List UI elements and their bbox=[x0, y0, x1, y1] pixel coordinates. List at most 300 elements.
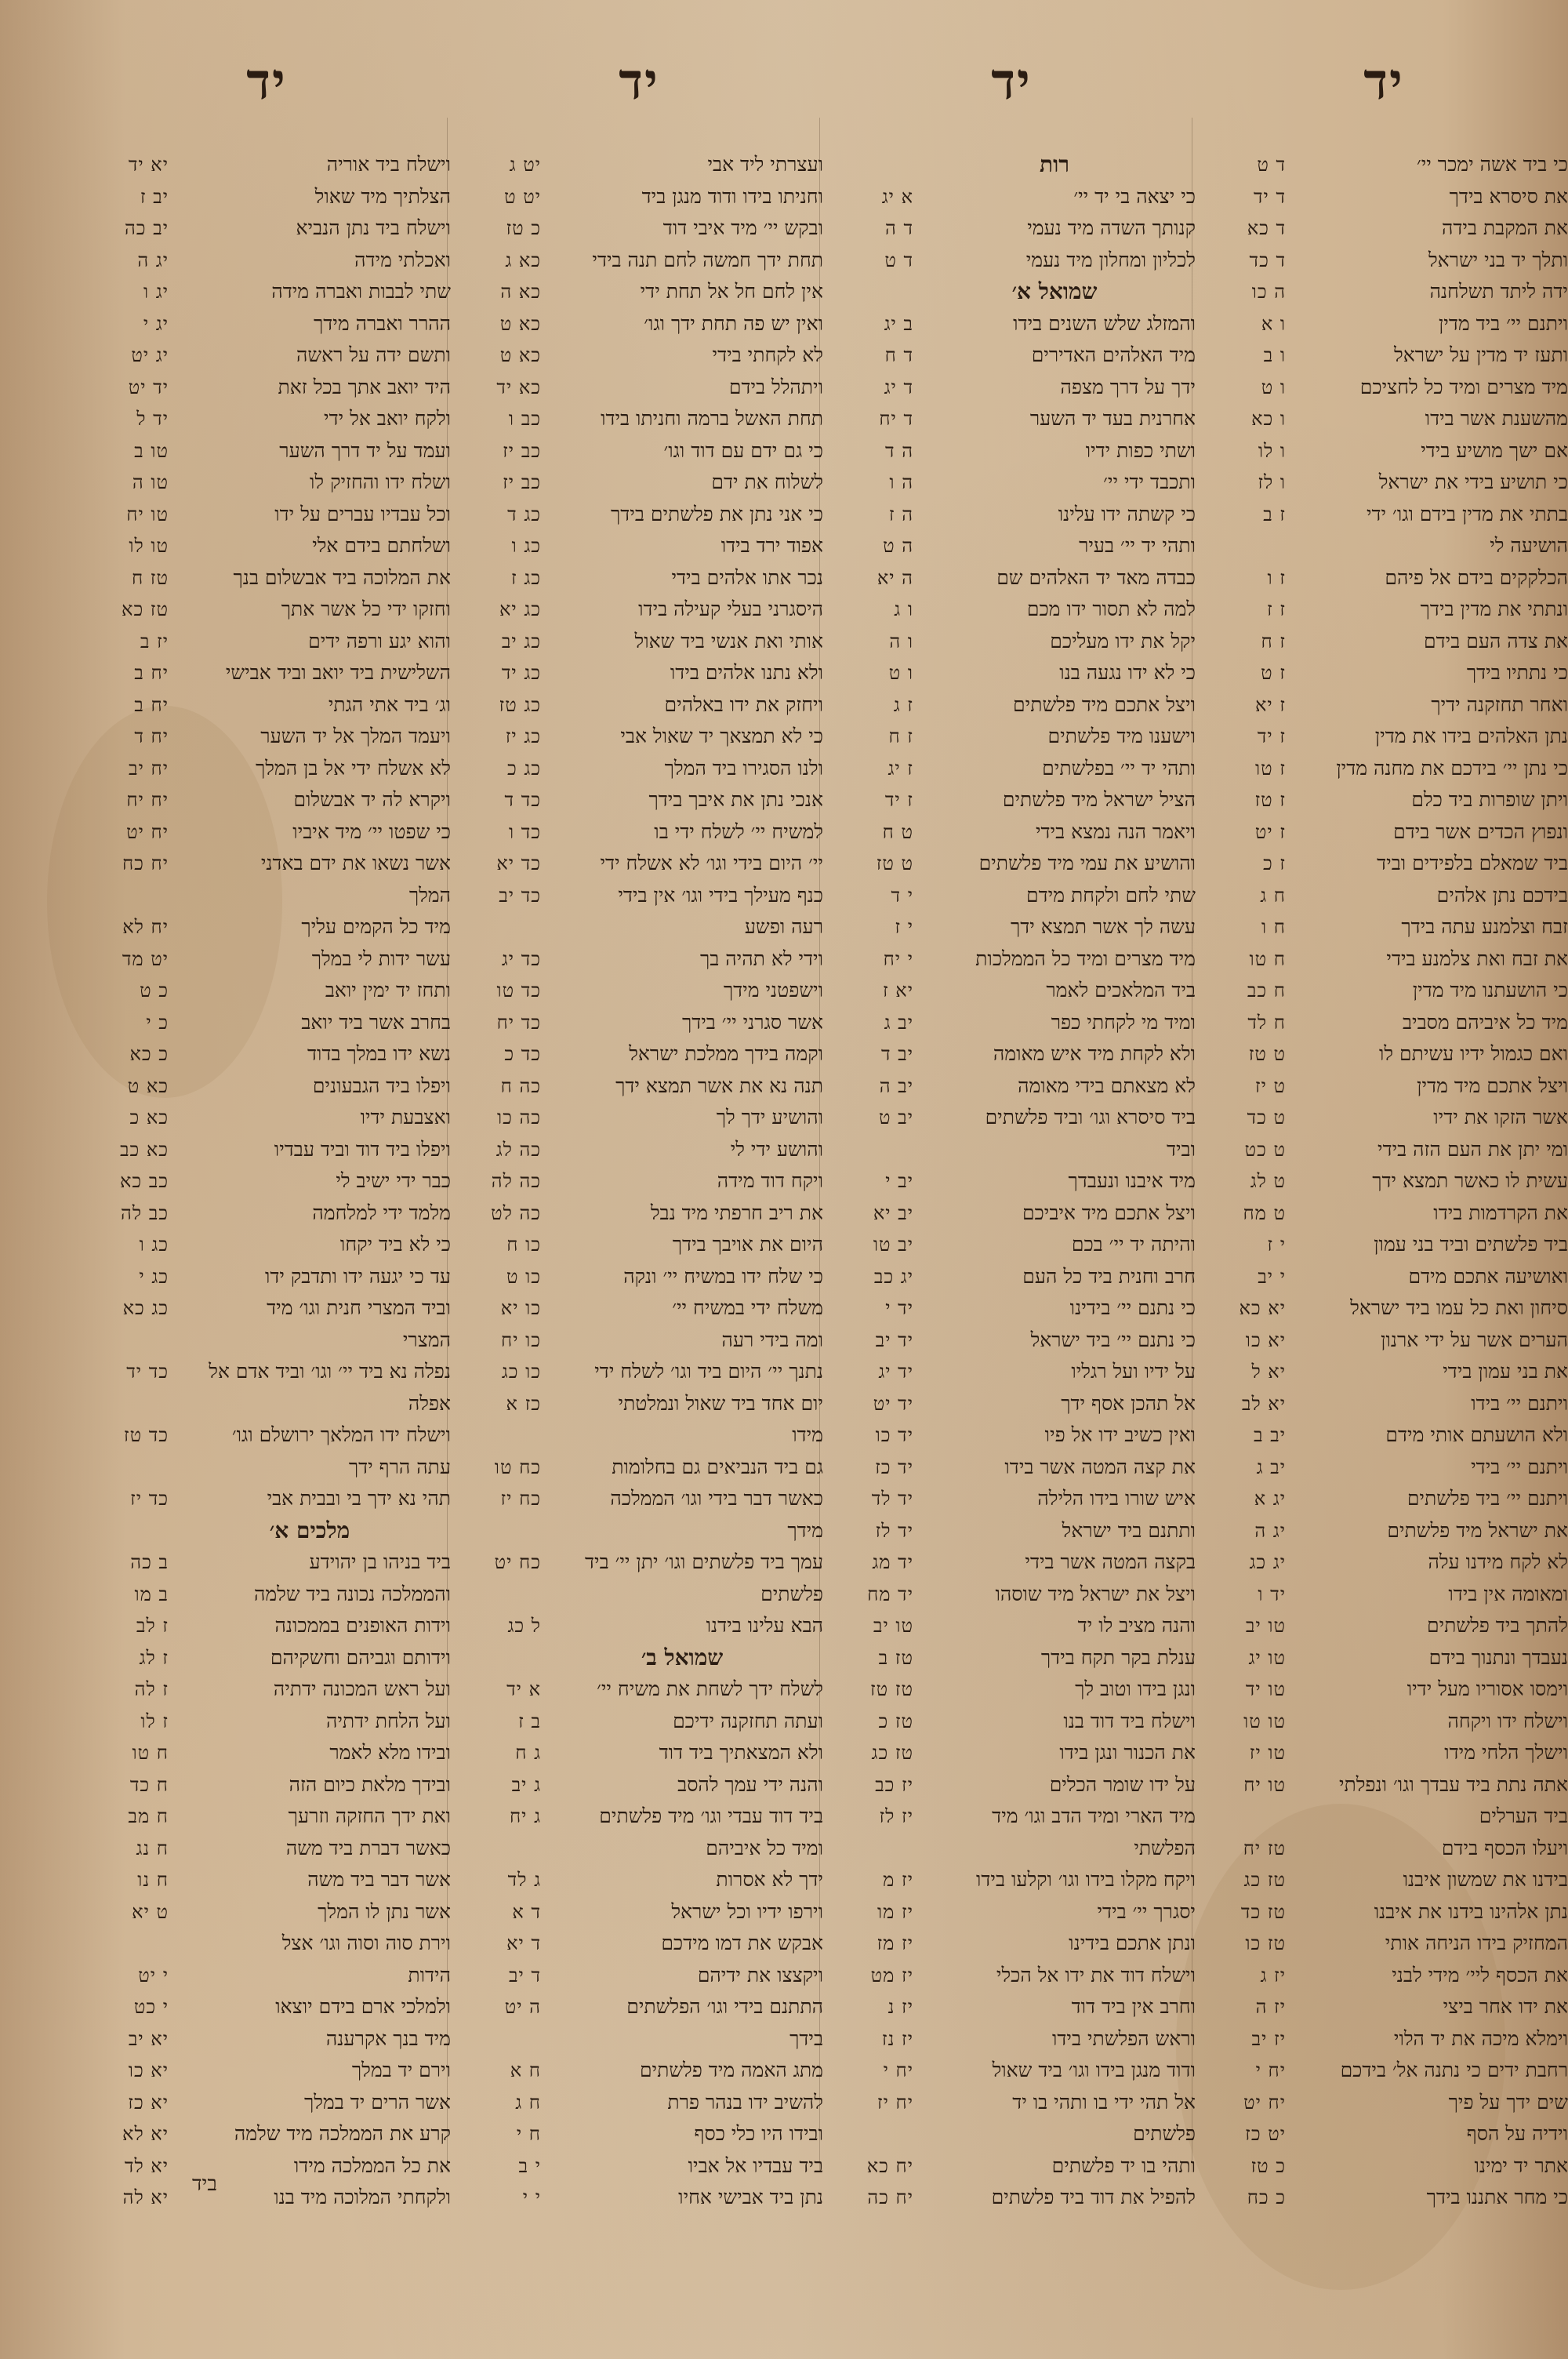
verse-reference: ט לג bbox=[1250, 1170, 1286, 1192]
verse-reference: יז ג bbox=[1260, 1964, 1286, 1986]
verse-reference: י י bbox=[522, 2186, 541, 2208]
entry-text: וראש הפלשתי בידו bbox=[1052, 2026, 1196, 2050]
entry-text: היסגרני בעלי קעילה בידו bbox=[638, 598, 823, 620]
concordance-entry bbox=[455, 1165, 823, 1198]
entry-text: מלמד ידי למלחמה bbox=[312, 1201, 451, 1224]
verse-reference: כג יד bbox=[501, 662, 541, 684]
concordance-entry bbox=[827, 2055, 1196, 2087]
concordance-entry bbox=[82, 848, 451, 880]
concordance-entry bbox=[82, 181, 451, 213]
concordance-entry bbox=[1200, 276, 1568, 308]
concordance-entry bbox=[1200, 1960, 1568, 1992]
concordance-entry bbox=[1200, 1737, 1568, 1769]
entry-text: ונגן בידו וטוב לך bbox=[1075, 1677, 1196, 1700]
concordance-entry bbox=[1200, 1102, 1568, 1134]
entry-text: ובידו מלא לאמר bbox=[329, 1741, 451, 1764]
concordance-entry bbox=[827, 1769, 1196, 1801]
entry-text: ואחר תחזקנה ידיך bbox=[1431, 692, 1568, 716]
entry-text: ויעלו הכסף בידם bbox=[1441, 1836, 1568, 1859]
verse-reference: טז כג bbox=[871, 1742, 913, 1764]
entry-text: וישלח ביד דוד בנו bbox=[1063, 1709, 1196, 1732]
verse-reference: ב ז bbox=[518, 1710, 541, 1732]
verse-reference: יג ה bbox=[137, 249, 169, 271]
verse-reference: כה לט bbox=[491, 1201, 541, 1224]
entry-text: וישלח ביד אוריה bbox=[326, 153, 451, 176]
entry-text: כי לא תמצאך יד שאול אבי bbox=[620, 725, 823, 747]
verse-reference: יב ג bbox=[884, 1011, 913, 1034]
entry-text: ידך לא אסרות bbox=[716, 1868, 823, 1891]
entry-text: וחזקו ידי כל אשר אתך bbox=[281, 598, 451, 620]
concordance-entry bbox=[455, 1769, 823, 1801]
verse-reference: טו ב bbox=[134, 439, 169, 462]
concordance-entry bbox=[82, 880, 451, 912]
concordance-entry bbox=[827, 784, 1196, 816]
concordance-entry bbox=[1200, 1198, 1568, 1230]
verse-reference: ז ח bbox=[888, 725, 913, 747]
concordance-entry bbox=[1200, 848, 1568, 880]
entry-text: להשיב ידו בנהר פרת bbox=[667, 2090, 823, 2114]
concordance-entry bbox=[827, 1419, 1196, 1452]
concordance-entry bbox=[455, 1674, 823, 1706]
entry-text: וביד bbox=[1166, 1137, 1196, 1161]
entry-text: השלישית ביד יואב וביד אבישי bbox=[225, 661, 451, 684]
entry-text: ושלח ידו והחזיק לו bbox=[310, 471, 451, 493]
verse-reference: י ז bbox=[1267, 1234, 1286, 1256]
entry-text: את ישראל מיד פלשתים bbox=[1387, 1518, 1568, 1542]
entry-text: כי נתנם יי׳ ביד ישראל bbox=[1030, 1328, 1196, 1351]
entry-text: ואם כגמול ידיו עשיתם לו bbox=[1378, 1042, 1568, 1065]
verse-reference: יז כב bbox=[875, 1773, 913, 1796]
verse-reference: ח כב bbox=[1247, 980, 1286, 1001]
verse-reference: ד יח bbox=[879, 408, 913, 430]
verse-reference: ד ט bbox=[1257, 154, 1286, 176]
concordance-entry bbox=[82, 594, 451, 626]
concordance-entry bbox=[82, 1356, 451, 1388]
verse-reference: יח יט bbox=[1243, 2091, 1286, 2114]
entry-text: ועתה תחזקנה ידיכם bbox=[673, 1709, 823, 1732]
concordance-entry bbox=[827, 1706, 1196, 1738]
entry-text: אתה נתת ביד עבדך וגו׳ ונפלתי bbox=[1338, 1772, 1568, 1796]
concordance-entry bbox=[827, 848, 1196, 880]
concordance-entry bbox=[1200, 1356, 1568, 1388]
concordance-entry bbox=[455, 1198, 823, 1230]
entry-text: לשלח ידך לשחת את משיח יי׳ bbox=[597, 1677, 823, 1700]
verse-reference: כג יב bbox=[501, 630, 541, 652]
concordance-entry bbox=[455, 880, 823, 912]
entry-text: והממלכה נכונה ביד שלמה bbox=[253, 1582, 451, 1605]
verse-reference: כא יד bbox=[496, 376, 541, 398]
verse-reference: כג ו bbox=[511, 535, 541, 557]
entry-text: מיד מצרים ומיד כל הממלכות bbox=[975, 947, 1196, 970]
entry-text: כבדה מאד יד האלהים שם bbox=[996, 565, 1196, 589]
verse-reference: ד יא bbox=[506, 1932, 541, 1954]
concordance-entry bbox=[455, 467, 823, 499]
entry-text: ותתנם ביד ישראל bbox=[1062, 1518, 1196, 1542]
entry-text: לא אשלח ידי אל בן המלך bbox=[255, 756, 451, 780]
concordance-entry bbox=[455, 2023, 823, 2055]
entry-text: גם ביד הנביאים גם בחלומות bbox=[612, 1455, 823, 1478]
entry-text: כי מחר אתננו בידך bbox=[1426, 2186, 1568, 2208]
concordance-entry bbox=[1200, 308, 1568, 340]
concordance-entry bbox=[455, 1483, 823, 1515]
verse-reference: יא כו bbox=[1245, 1329, 1286, 1351]
entry-text: וישלח דוד את ידו אל הכלי bbox=[996, 1963, 1196, 1986]
concordance-entry bbox=[1200, 753, 1568, 785]
verse-reference: ד ה bbox=[885, 217, 913, 239]
verse-reference: טו יג bbox=[1248, 1646, 1286, 1669]
entry-text: יקל את ידו מעליכם bbox=[1050, 629, 1196, 652]
verse-reference: י יט bbox=[138, 1964, 169, 1986]
entry-text: אפוד ירד בידו bbox=[720, 534, 823, 557]
verse-reference: כא כ bbox=[129, 1107, 169, 1129]
concordance-entry bbox=[82, 372, 451, 404]
entry-text: כי נתנם יי׳ בידינו bbox=[1069, 1296, 1196, 1319]
entry-text: מיד הארי ומיד הדב וגו׳ מיד bbox=[992, 1805, 1196, 1827]
verse-reference: ז לב bbox=[136, 1615, 169, 1637]
entry-text: וירם יד במלך bbox=[351, 2059, 451, 2081]
entry-text: וחרב אין ביד דוד bbox=[1071, 1995, 1196, 2018]
concordance-entry bbox=[1200, 594, 1568, 626]
entry-text: את קצה המטה אשר בידו bbox=[1004, 1455, 1196, 1478]
entry-text: רחבת ידים כי נתנה אל׳ בידכם bbox=[1340, 2059, 1568, 2081]
verse-reference: טז כד bbox=[1240, 1900, 1286, 1923]
entry-text: מיד כל איביהם מסביב bbox=[1403, 1010, 1568, 1034]
entry-text: ותהי בו יד פלשתים bbox=[1051, 2154, 1196, 2177]
verse-reference: יב י bbox=[885, 1170, 913, 1192]
concordance-entry bbox=[1200, 499, 1568, 531]
concordance-entry bbox=[82, 1801, 451, 1833]
concordance-entry bbox=[455, 245, 823, 277]
concordance-entry bbox=[827, 213, 1196, 245]
entry-text: מיד בנך אקרענה bbox=[325, 2026, 451, 2050]
concordance-entry bbox=[455, 435, 823, 467]
concordance-entry bbox=[455, 2118, 823, 2150]
concordance-entry bbox=[455, 1070, 823, 1103]
entry-text: ונתתי את מדין בידך bbox=[1420, 598, 1568, 620]
entry-text: תחת האשל ברמה וחניתו בידו bbox=[601, 407, 823, 430]
concordance-entry bbox=[82, 943, 451, 976]
concordance-entry bbox=[827, 880, 1196, 912]
verse-reference: ט יא bbox=[132, 1900, 169, 1923]
entry-text: בידך bbox=[789, 2026, 823, 2050]
verse-reference: ח א bbox=[510, 2059, 541, 2081]
concordance-entry bbox=[1200, 689, 1568, 722]
entry-text: ובקש יי׳ מיד איבי דוד bbox=[662, 216, 823, 239]
entry-text: אשר הזקו את ידיו bbox=[1433, 1106, 1568, 1129]
concordance-entry bbox=[455, 308, 823, 340]
entry-text: אשר נתן לו המלך bbox=[318, 1899, 451, 1923]
entry-text: נתנך יי׳ היום ביד וגו׳ לשלח ידי bbox=[594, 1360, 823, 1383]
verse-reference: ט טז bbox=[876, 852, 913, 874]
concordance-entry bbox=[82, 1007, 451, 1039]
verse-reference: יח ב bbox=[134, 693, 169, 716]
verse-reference: כו ח bbox=[506, 1234, 541, 1256]
verse-reference: ז ח bbox=[1261, 630, 1286, 652]
verse-reference: יח יב bbox=[129, 757, 169, 780]
verse-reference: טו יח bbox=[1243, 1773, 1286, 1796]
concordance-entry bbox=[82, 1896, 451, 1928]
concordance-entry bbox=[82, 721, 451, 753]
concordance-entry bbox=[827, 1388, 1196, 1420]
entry-text: ולקחתי המלוכה מיד בנו bbox=[274, 2186, 451, 2208]
concordance-entry bbox=[827, 403, 1196, 435]
concordance-entry bbox=[455, 626, 823, 658]
entry-text: את הכנור ונגן בידו bbox=[1059, 1741, 1196, 1764]
concordance-entry bbox=[455, 1229, 823, 1261]
verse-reference: טו יד bbox=[1245, 1678, 1286, 1700]
entry-text: ובידו היו כלי כסף bbox=[694, 2122, 823, 2145]
verse-reference: יא לב bbox=[1241, 1392, 1286, 1415]
concordance-entry bbox=[82, 1102, 451, 1134]
entry-text: וידות האופנים בממכונה bbox=[274, 1614, 451, 1637]
concordance-entry bbox=[82, 911, 451, 943]
verse-reference: ז כ bbox=[1262, 852, 1286, 874]
verse-reference: יב ג bbox=[1256, 1456, 1286, 1478]
entry-text: תהי נא ידך בי ובבית אבי bbox=[267, 1487, 451, 1510]
concordance-entry bbox=[82, 1483, 451, 1515]
concordance-entry bbox=[82, 1928, 451, 1960]
entry-text: מתג האמה מיד פלשתים bbox=[639, 2059, 823, 2081]
entry-text: תנה נא את אשר תמצא ידך bbox=[615, 1074, 823, 1097]
entry-text: על ידו שומר הכלים bbox=[1049, 1772, 1196, 1796]
concordance-entry bbox=[1200, 340, 1568, 372]
entry-text: ביד שמאלם בלפידים וביד bbox=[1377, 852, 1568, 874]
verse-reference: יז מז bbox=[877, 1932, 913, 1954]
verse-reference: טו ה bbox=[132, 471, 169, 493]
verse-reference: טו יז bbox=[1249, 1742, 1286, 1764]
verse-reference: יא יד bbox=[128, 154, 169, 176]
verse-reference: ה ז bbox=[888, 503, 913, 525]
concordance-entry bbox=[455, 403, 823, 435]
concordance-entry bbox=[82, 1674, 451, 1706]
entry-text: אחרנית בעד יד השער bbox=[1029, 407, 1196, 430]
entry-text: ויצל אתכם מיד מדין bbox=[1417, 1074, 1568, 1097]
entry-text: כאשר דבר בידי וגו׳ הממלכה bbox=[610, 1487, 823, 1510]
concordance-entry bbox=[1200, 626, 1568, 658]
entry-list bbox=[1200, 149, 1568, 2214]
entry-text: ושתי כפות ידיו bbox=[1085, 438, 1196, 462]
concordance-entry bbox=[1200, 784, 1568, 816]
verse-reference: ד ח bbox=[884, 344, 913, 366]
verse-reference: ז ב bbox=[1263, 503, 1286, 525]
concordance-entry bbox=[827, 1325, 1196, 1357]
concordance-entry bbox=[1200, 1388, 1568, 1420]
entry-text: רעה ופשע bbox=[744, 915, 823, 938]
entry-text: הציל ישראל מיד פלשתים bbox=[1002, 788, 1196, 811]
entry-text: והושיע את עמי מיד פלשתים bbox=[978, 852, 1196, 874]
column-4 bbox=[82, 47, 451, 2214]
concordance-entry bbox=[82, 1261, 451, 1293]
concordance-entry bbox=[827, 1896, 1196, 1928]
concordance-entry bbox=[455, 1579, 823, 1611]
entry-text: ביד המלאכים לאמר bbox=[1046, 979, 1196, 1001]
entry-text: נתן אלהינו בידנו את איבנו bbox=[1374, 1899, 1568, 1923]
verse-reference: יב ב bbox=[1253, 1424, 1286, 1446]
concordance-entry bbox=[455, 181, 823, 213]
verse-reference: כח טו bbox=[494, 1456, 541, 1478]
book-heading: שמואל ב׳ bbox=[641, 1644, 724, 1670]
entry-text: נשא ידו במלך בדוד bbox=[307, 1042, 451, 1065]
concordance-entry bbox=[82, 1229, 451, 1261]
verse-reference: כג טז bbox=[499, 693, 541, 716]
concordance-entry bbox=[455, 1102, 823, 1134]
entry-text: והנה מציב לו יד bbox=[1077, 1614, 1196, 1637]
entry-text: כי נתן יי׳ בידכם את מחנה מדין bbox=[1336, 756, 1568, 780]
entry-text: כי שלח ידו במשיח יי׳ ונקה bbox=[623, 1264, 823, 1288]
entry-text: וישלח ידו המלאך ירושלם וגו׳ bbox=[231, 1423, 451, 1446]
concordance-entry bbox=[82, 1610, 451, 1642]
verse-reference: כד יג bbox=[501, 947, 541, 970]
concordance-entry bbox=[827, 1991, 1196, 2023]
entry-text: מיד איבנו ונעבדך bbox=[1068, 1169, 1196, 1192]
concordance-entry bbox=[1200, 657, 1568, 689]
entry-text: היד יואב אתך בכל זאת bbox=[278, 375, 451, 398]
verse-reference: י ב bbox=[518, 2154, 541, 2177]
verse-reference: ז ג bbox=[893, 693, 913, 716]
entry-text: לא לקחתי בידי bbox=[712, 343, 823, 366]
entry-text: את הקרדמות בידו bbox=[1433, 1201, 1568, 1224]
concordance-entry bbox=[455, 689, 823, 722]
concordance-entry bbox=[82, 975, 451, 1007]
entry-text: היום את אויבך בידך bbox=[672, 1233, 823, 1256]
entry-text: מידו bbox=[792, 1423, 823, 1446]
concordance-entry bbox=[82, 1769, 451, 1801]
concordance-entry bbox=[1200, 975, 1568, 1007]
verse-reference: יח כא bbox=[866, 2154, 913, 2177]
entry-text: ויפלו ביד דוד וביד עבדיו bbox=[274, 1137, 451, 1161]
concordance-entry bbox=[82, 435, 451, 467]
entry-text: יסגרך יי׳ בידי bbox=[1097, 1899, 1196, 1923]
verse-reference: ג יח bbox=[509, 1805, 541, 1827]
concordance-entry bbox=[82, 1642, 451, 1674]
entry-text: וישלח ידו ויקחה bbox=[1447, 1709, 1568, 1732]
verse-reference: טז יח bbox=[1243, 1837, 1286, 1859]
entry-text: אל תהי ידי בו ותהי בו יד bbox=[1012, 2090, 1196, 2114]
entry-text: כאשר דברת ביד משה bbox=[285, 1836, 451, 1859]
verse-reference: כו כג bbox=[501, 1361, 541, 1383]
entry-text: המלך bbox=[408, 883, 451, 907]
entry-text: כי קשתה ידו עלינו bbox=[1058, 502, 1196, 525]
entry-text: כי לא ביד יקחו bbox=[339, 1233, 451, 1256]
verse-reference: כו יח bbox=[501, 1329, 541, 1351]
entry-text: הכלקקים בידם אל פיהם bbox=[1385, 565, 1568, 589]
verse-reference: ט יז bbox=[1254, 1074, 1286, 1097]
verse-reference: ד כא bbox=[1247, 217, 1286, 239]
entry-text: משלח ידי במשיח יי׳ bbox=[672, 1296, 823, 1319]
verse-reference: ט מח bbox=[1243, 1201, 1286, 1224]
entry-text: ויקח דוד מידה bbox=[717, 1169, 823, 1192]
entry-text: הידות bbox=[408, 1963, 451, 1986]
verse-reference: כ כא bbox=[129, 1043, 169, 1065]
concordance-entry bbox=[455, 1007, 823, 1039]
entry-text: ותהי יד יי׳ בפלשתים bbox=[1042, 756, 1196, 780]
entry-text: והושע ידי לי bbox=[730, 1137, 823, 1161]
concordance-entry bbox=[1200, 1452, 1568, 1484]
verse-reference: י יח bbox=[883, 947, 913, 970]
verse-reference: כ כח bbox=[1247, 2186, 1286, 2208]
entry-text: מידך bbox=[787, 1518, 823, 1542]
entry-text: יי׳ היום בידי וגו׳ לא אשלח ידי bbox=[600, 852, 823, 874]
entry-text: הבא עלינו בידנו bbox=[706, 1614, 823, 1637]
concordance-entry bbox=[827, 1801, 1196, 1833]
verse-reference: יח כה bbox=[867, 2186, 913, 2208]
concordance-entry bbox=[1200, 1419, 1568, 1452]
concordance-entry bbox=[1200, 1515, 1568, 1547]
concordance-entry bbox=[827, 562, 1196, 594]
entry-text: בידכם נתן אלהים bbox=[1436, 883, 1568, 907]
entry-text: ועמד על יד דרך השער bbox=[279, 438, 451, 462]
entry-text: כי לא ידו נגעה בנו bbox=[1059, 661, 1196, 684]
concordance-entry bbox=[455, 2087, 823, 2119]
entry-text: נכר אתו אלהים בידי bbox=[671, 565, 823, 589]
entry-text: כבר ידי ישיב לי bbox=[336, 1169, 451, 1192]
entry-text: ואכלתי מידה bbox=[354, 248, 451, 271]
verse-reference: יב טו bbox=[873, 1234, 913, 1256]
verse-reference: ד ט bbox=[884, 249, 913, 271]
concordance-entry bbox=[455, 1134, 823, 1166]
verse-reference: כא ג bbox=[505, 249, 541, 271]
concordance-entry bbox=[827, 1515, 1196, 1547]
verse-reference: ה ו bbox=[889, 471, 913, 493]
concordance-entry bbox=[455, 721, 823, 753]
verse-reference: כ טז bbox=[1250, 2154, 1286, 2177]
concordance-entry bbox=[82, 816, 451, 849]
entry-text: כי הושעתנו מיד מדין bbox=[1412, 979, 1568, 1001]
entry-text: ואת ידך החזקה וזרעך bbox=[288, 1805, 451, 1827]
verse-reference: יג יט bbox=[131, 344, 169, 366]
concordance-entry bbox=[82, 403, 451, 435]
concordance-entry bbox=[1200, 181, 1568, 213]
entry-text: ולא המצאתיך ביד דוד bbox=[659, 1741, 823, 1764]
concordance-entry bbox=[1200, 1642, 1568, 1674]
entry-text: ביד עבדיו אל אביו bbox=[688, 2154, 823, 2177]
verse-reference: טו טו bbox=[1243, 1710, 1286, 1732]
entry-text: ויצל אתכם מיד פלשתים bbox=[1013, 692, 1196, 716]
entry-list bbox=[827, 149, 1196, 2214]
verse-reference: כד ו bbox=[508, 820, 541, 843]
entry-text: ואצבעת ידיו bbox=[360, 1106, 451, 1129]
entry-text: וישלח ביד נתן הנביא bbox=[296, 216, 451, 239]
verse-reference: יד יט bbox=[128, 376, 169, 398]
verse-reference: יא ז bbox=[882, 980, 913, 1001]
entry-text: מהשענת אשר בידו bbox=[1425, 407, 1568, 430]
verse-reference: ח ג bbox=[1260, 884, 1286, 907]
entry-text: ומאומה אין בידו bbox=[1448, 1582, 1568, 1605]
concordance-entry bbox=[827, 753, 1196, 785]
verse-reference: טו יח bbox=[126, 503, 169, 525]
entry-text: על ידיו ועל רגליו bbox=[1071, 1360, 1196, 1383]
verse-reference: יג כג bbox=[1249, 1551, 1286, 1573]
verse-reference: יא כו bbox=[128, 2059, 169, 2081]
verse-reference: י ד bbox=[891, 884, 913, 907]
concordance-entry bbox=[1200, 1070, 1568, 1103]
verse-reference: יד לז bbox=[875, 1519, 913, 1542]
verse-reference: יט כז bbox=[1245, 2123, 1286, 2145]
concordance-entry bbox=[827, 2023, 1196, 2055]
verse-reference: ח י bbox=[516, 2123, 541, 2145]
concordance-entry bbox=[455, 1960, 823, 1992]
concordance-entry bbox=[1200, 467, 1568, 499]
entry-text: וישפטני מידך bbox=[723, 979, 823, 1001]
entry-text: ויצל את ישראל מיד שוסהו bbox=[995, 1582, 1196, 1605]
verse-reference: טז כו bbox=[1245, 1932, 1286, 1954]
entry-text: וקמה בידך ממלכת ישראל bbox=[629, 1042, 823, 1065]
concordance-entry bbox=[455, 1706, 823, 1738]
entry-text: ושלחתם בידם אלי bbox=[312, 534, 451, 557]
concordance-entry bbox=[455, 657, 823, 689]
concordance-entry bbox=[82, 1292, 451, 1325]
entry-text: שתי לחם ולקחת מידם bbox=[1026, 883, 1196, 907]
